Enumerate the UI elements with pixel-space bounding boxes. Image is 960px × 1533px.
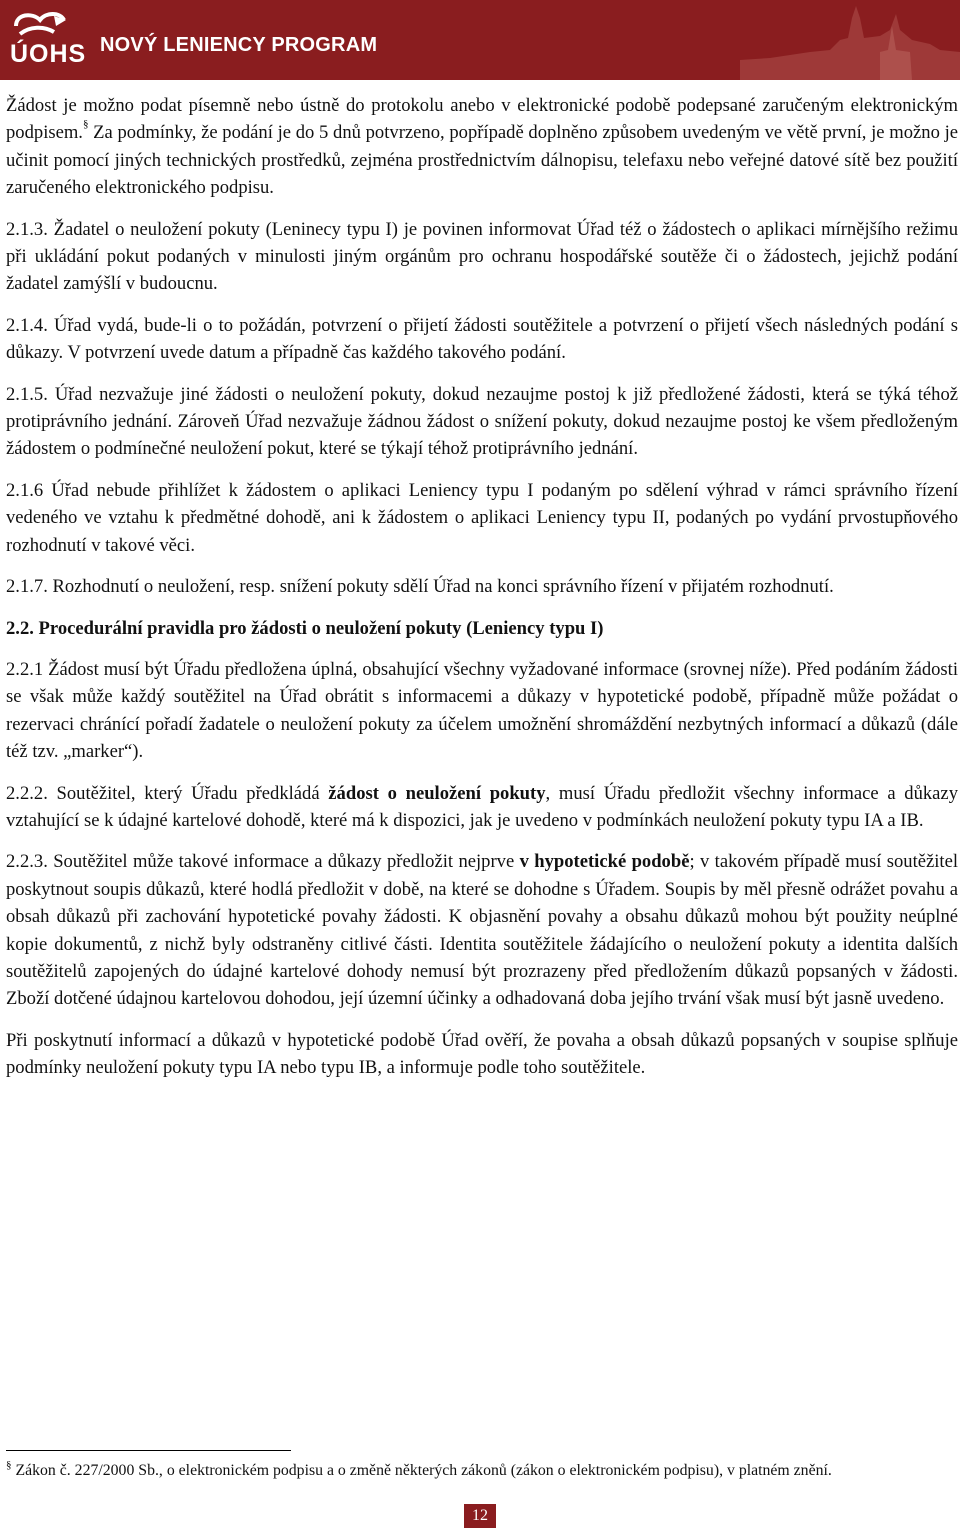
paragraph-2-1-5: 2.1.5. Úřad nezvažuje jiné žádosti o neuložení pokuty, dokud nezaujme postoj k již předložené žádosti, která se týká téhož protiprávního jednání. Zároveň Úřad nezvažuje žádnou žádost o snížení pokuty, dokud nezaujme postoj ke všem předloženým žádostem o podmínečné neuložení pokut, které se týkají téhož protiprávního jednání. — [6, 383, 958, 460]
paragraph-intro: Žádost je možno podat písemně nebo ústně do protokolu anebo v elektronické podobě podepsané zaručeným elektronickým podpisem.§ Za podmínky, že podání je do 5 dnů potvrzeno, popřípadě doplněno způsobem uvedeným ve větě první, je možno je učinit pomocí jiných technických prostředků, zejména prostřednictvím dálnopisu, telefaxu nebo veřejné datové sítě bez použití zaručeného elektronického podpisu. — [6, 95, 958, 199]
emphasis-text: žádost o neuložení pokuty — [328, 782, 546, 804]
paragraph-2-1-3: 2.1.3. Žadatel o neuložení pokuty (Leninecy typu I) je povinen informovat Úřad též o žádostech o aplikaci mírnějšího režimu při ukládání pokut podaných v minulosti jiným orgánům pro ochranu hospodářské soutěže či o žádostech, jejichž podání žadatel zamýšlí v budoucnu. — [6, 218, 958, 295]
footnote — [6, 1460, 956, 1482]
page-number: 12 — [464, 1504, 496, 1528]
footnote-reference[interactable]: § — [82, 118, 89, 131]
paragraph-2-1-4: 2.1.4. Úřad vydá, bude-li o to požádán, potvrzení o přijetí žádosti soutěžitele a potvrzení o přijetí všech následných podání s důkazy. V potvrzení uvede datum a případně čas každého takového podání. — [6, 314, 958, 364]
footnote-mark: § — [6, 1459, 12, 1471]
logo-text: ÚOHS — [10, 40, 87, 68]
footnote-divider — [6, 1450, 291, 1451]
paragraph-2-1-7: 2.1.7. Rozhodnutí o neuložení, resp. snížení pokuty sdělí Úřad na konci správního řízení v přijatém rozhodnutí. — [6, 576, 834, 598]
paragraph-2-2-2: 2.2.2. Soutěžitel, který Úřadu předkládá žádost o neuložení pokuty, musí Úřadu předložit všechny informace a důkazy vztahující se k údajné kartelové dohodě, které má k dispozici, jak je uvedeno v podmínkách neuložení pokuty typu IA a IB. — [6, 782, 958, 831]
castle-silhouette-icon — [740, 0, 960, 80]
emphasis-text: v hypotetické podobě — [519, 851, 690, 873]
paragraph-2-2-3: 2.2.3. Soutěžitel může takové informace a důkazy předložit nejprve v hypotetické podobě; v takovém případě musí soutěžitel poskytnout soupis důkazů, které hodlá předložit v době, na které se dohodne s Úřadem. Soupis by měl přesně odrážet povahu a obsah důkazů při zachování hypotetické povahy žádosti. K objasnění povahy a obsahu důkazů mohou být použity neúplné kopie dokumentů, z nichž byly odstraněny citlivé části. Identita soutěžitele žádajícího o neuložení pokuty a identita dalších soutěžitelů zapojených do údajné kartelové dohody nemusí být prozrazeny před předložením důkazů popsaných v žádosti. Zboží dotčené údajnou kartelovou dohodou, její územní účinky a odhadovaná doba jejího trvání však musí být jasně uvedeno. — [6, 851, 959, 1010]
header-banner — [0, 0, 960, 80]
footnote-text: Zákon č. 227/2000 Sb., o elektronickém podpisu a o změně některých zákonů (zákon o elektronickém podpisu), v platném znění. — [11, 1462, 832, 1479]
section-heading-2-2: 2.2. Procedurální pravidla pro žádosti o neuložení pokuty (Leniency typu I) — [6, 617, 604, 639]
uohs-logo-icon — [10, 8, 70, 38]
paragraph-2-2-1: 2.2.1 Žádost musí být Úřadu předložena úplná, obsahující všechny vyžadované informace (srovnej níže). Před podáním žádosti se však může každý soutěžitel na Úřad obrátit s informacemi a důkazy v hypotetické podobě, případně může požádat o rezervaci chránící pořadí žadatele o neuložení pokuty za účelem umožnění shromáždění nezbytných informací a důkazů (dále též tzv. „marker“). — [6, 658, 958, 763]
document-body — [6, 92, 958, 1096]
program-title: NOVÝ LENIENCY PROGRAM — [100, 34, 378, 56]
paragraph-closing: Při poskytnutí informací a důkazů v hypotetické podobě Úřad ověří, že povaha a obsah důkazů popsaných v soupise splňuje podmínky neuložení pokuty typu IA nebo typu IB, a informuje podle toho soutěžitele. — [6, 1029, 958, 1079]
paragraph-2-1-6: 2.1.6 Úřad nebude přihlížet k žádostem o aplikaci Leniency typu I podaným po sdělení výhrad v rámci správního řízení vedeného ve vztahu k předmětné dohodě, ani k žádostem o aplikaci Leniency typu II, podaných po vydání prvostupňového rozhodnutí v takové věci. — [6, 479, 958, 556]
